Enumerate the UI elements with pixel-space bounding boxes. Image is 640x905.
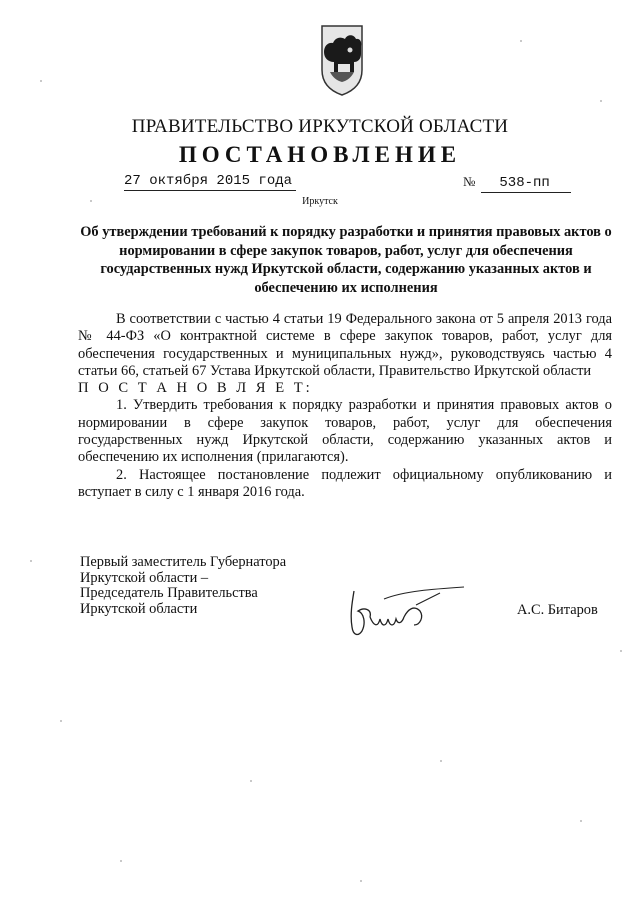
scan-speckle: [60, 720, 62, 722]
coat-of-arms-icon: [316, 22, 368, 98]
signatory-position-line: Председатель Правительства: [80, 585, 258, 601]
scan-speckle: [40, 80, 42, 82]
scan-speckle: [620, 650, 622, 652]
document-date: 27 октября 2015 года: [124, 172, 296, 191]
document-subject: Об утверждении требований к порядку разработки и принятия правовых актов о нормировании в сфере закупок товаров, работ, услуг для обеспечения государственных нужд Иркутской области, содержанию указанных актов и обеспечению их исполнения: [80, 224, 612, 296]
scan-speckle: [90, 200, 92, 202]
scan-speckle: [120, 860, 122, 862]
signatory-position-line: Первый заместитель Губернатора: [80, 554, 287, 570]
scan-speckle: [30, 560, 32, 562]
decree-word: П О С Т А Н О В Л Я Е Т:: [78, 380, 313, 397]
scan-speckle: [600, 100, 602, 102]
signatory-name: А.С. Битаров: [517, 602, 598, 618]
document-number: 538-пп: [481, 174, 571, 193]
scan-speckle: [520, 40, 522, 42]
signatory-position-line: Иркутской области –: [80, 569, 209, 586]
document-type-title: ПОСТАНОВЛЕНИЕ: [178, 142, 462, 167]
scan-speckle: [250, 780, 252, 782]
scan-speckle: [360, 880, 362, 882]
signatory-position: [80, 555, 286, 617]
document-body: [78, 311, 612, 501]
city-name: Иркутск: [302, 196, 338, 207]
scan-speckle: [580, 820, 582, 822]
preamble-paragraph: В соответствии с частью 4 статьи 19 Федерального закона от 5 апреля 2013 года № 44-ФЗ «О контрактной системе в сфере закупок товаров, работ, услуг для обеспечения государственных и муниципальных нужд», руководствуясь частью 4 статьи 66, статьей 67 Устава Иркутской области, Правительство Иркутской области: [78, 311, 612, 379]
body-item: 1. Утвердить требования к порядку разработки и принятия правовых актов о нормировании в сфере закупок товаров, работ, услуг для обеспечения государственных нужд Иркутской области, содержанию указанных актов и обеспечению их исполнения (прилагаются).: [78, 397, 612, 466]
handwritten-signature: [344, 583, 472, 639]
number-sign: №: [463, 174, 476, 189]
body-item: 2. Настоящее постановление подлежит официальному опубликованию и вступает в силу с 1 января 2016 года.: [78, 466, 612, 500]
scan-speckle: [440, 760, 442, 762]
government-title: ПРАВИТЕЛЬСТВО ИРКУТСКОЙ ОБЛАСТИ: [131, 116, 509, 137]
document-number-block: [463, 173, 571, 193]
signatory-position-line: Иркутской области: [80, 600, 198, 617]
